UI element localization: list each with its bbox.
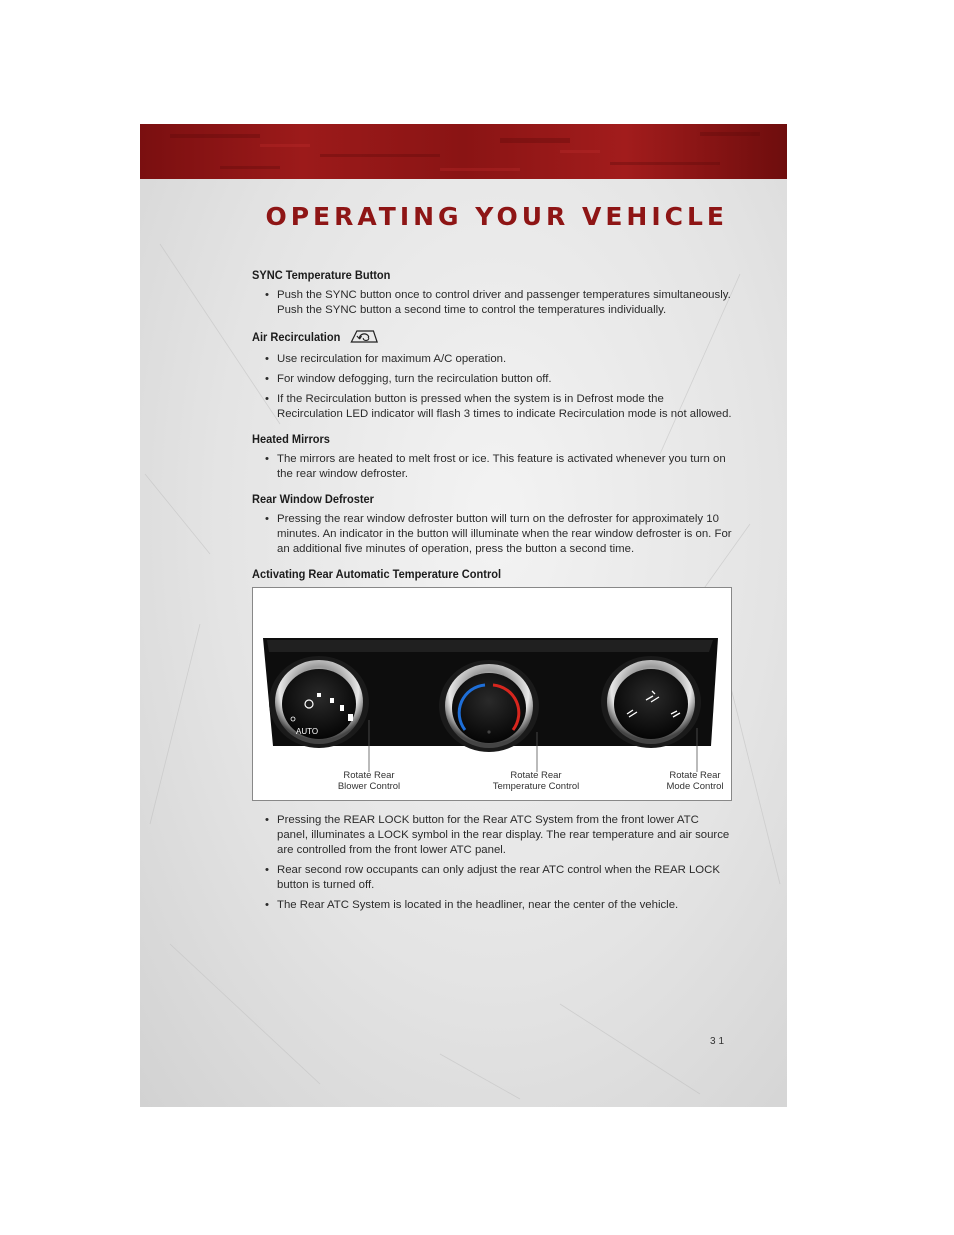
bullet-list bbox=[252, 512, 732, 557]
rear-atc-figure bbox=[252, 587, 732, 801]
section-rear-window-defroster bbox=[252, 492, 732, 557]
list-item: • Push the SYNC button once to control driver and passenger temperatures simultaneously. Push the SYNC button a second time to control the temperatures individually. bbox=[252, 288, 732, 318]
bullet-list-after-figure bbox=[252, 813, 732, 913]
callout-mode bbox=[657, 770, 733, 792]
section-heading: Heated Mirrors bbox=[252, 432, 330, 446]
section-heading: Air Recirculation bbox=[252, 330, 341, 344]
page-title: OPERATING YOUR VEHICLE bbox=[265, 202, 728, 231]
recirculation-icon bbox=[349, 328, 380, 346]
callout-temperature-text: Rotate Rear Temperature Control bbox=[492, 770, 580, 792]
bullet-list bbox=[252, 352, 732, 422]
callout-blower-text: Rotate Rear Blower Control bbox=[337, 770, 401, 792]
list-item: • For window defogging, turn the recirculation button off. bbox=[252, 372, 732, 387]
list-item: • Rear second row occupants can only adjust the rear ATC control when the REAR LOCK button is turned off. bbox=[252, 863, 732, 893]
section-sync bbox=[252, 268, 732, 318]
section-heading: Rear Window Defroster bbox=[252, 492, 374, 506]
list-item: • Pressing the rear window defroster button will turn on the defroster for approximately 10 minutes. An indicator in the button will illuminate when the rear window defroster is on. For an additional five minutes of operation, press the button a second time. bbox=[252, 512, 732, 557]
callout-blower bbox=[315, 770, 423, 792]
main-content bbox=[252, 268, 732, 918]
section-heated-mirrors bbox=[252, 432, 732, 482]
manual-page bbox=[140, 124, 787, 1107]
section-heading-row bbox=[252, 328, 694, 346]
rear-atc-panel-image bbox=[253, 588, 731, 800]
banner-texture bbox=[140, 124, 787, 179]
section-heading: Activating Rear Automatic Temperature Control bbox=[252, 567, 502, 581]
list-item: • Pressing the REAR LOCK button for the Rear ATC System from the front lower ATC panel, illuminates a LOCK symbol in the rear display. The rear temperature and air source are controlled from the front lower ATC panel. bbox=[252, 813, 732, 858]
blower-knob bbox=[269, 656, 369, 748]
section-heading: SYNC Temperature Button bbox=[252, 268, 391, 282]
callout-temperature bbox=[475, 770, 597, 792]
temperature-knob bbox=[439, 660, 539, 752]
auto-label: AUTO bbox=[296, 727, 319, 736]
list-item: • Use recirculation for maximum A/C operation. bbox=[252, 352, 732, 367]
list-item: • The Rear ATC System is located in the headliner, near the center of the vehicle. bbox=[252, 898, 732, 913]
header-banner bbox=[140, 124, 787, 179]
bullet-list bbox=[252, 288, 732, 318]
list-item: • If the Recirculation button is pressed when the system is in Defrost mode the Recirculation LED indicator will flash 3 times to indicate Recirculation mode is not allowed. bbox=[252, 392, 732, 422]
bullet-list bbox=[252, 452, 732, 482]
page-number: 31 bbox=[710, 1036, 728, 1047]
section-air-recirculation bbox=[252, 328, 732, 422]
mode-knob bbox=[601, 656, 701, 748]
list-item: • The mirrors are heated to melt frost or ice. This feature is activated whenever you turn on the rear window defroster. bbox=[252, 452, 732, 482]
callout-mode-text: Rotate Rear Mode Control bbox=[666, 770, 724, 792]
